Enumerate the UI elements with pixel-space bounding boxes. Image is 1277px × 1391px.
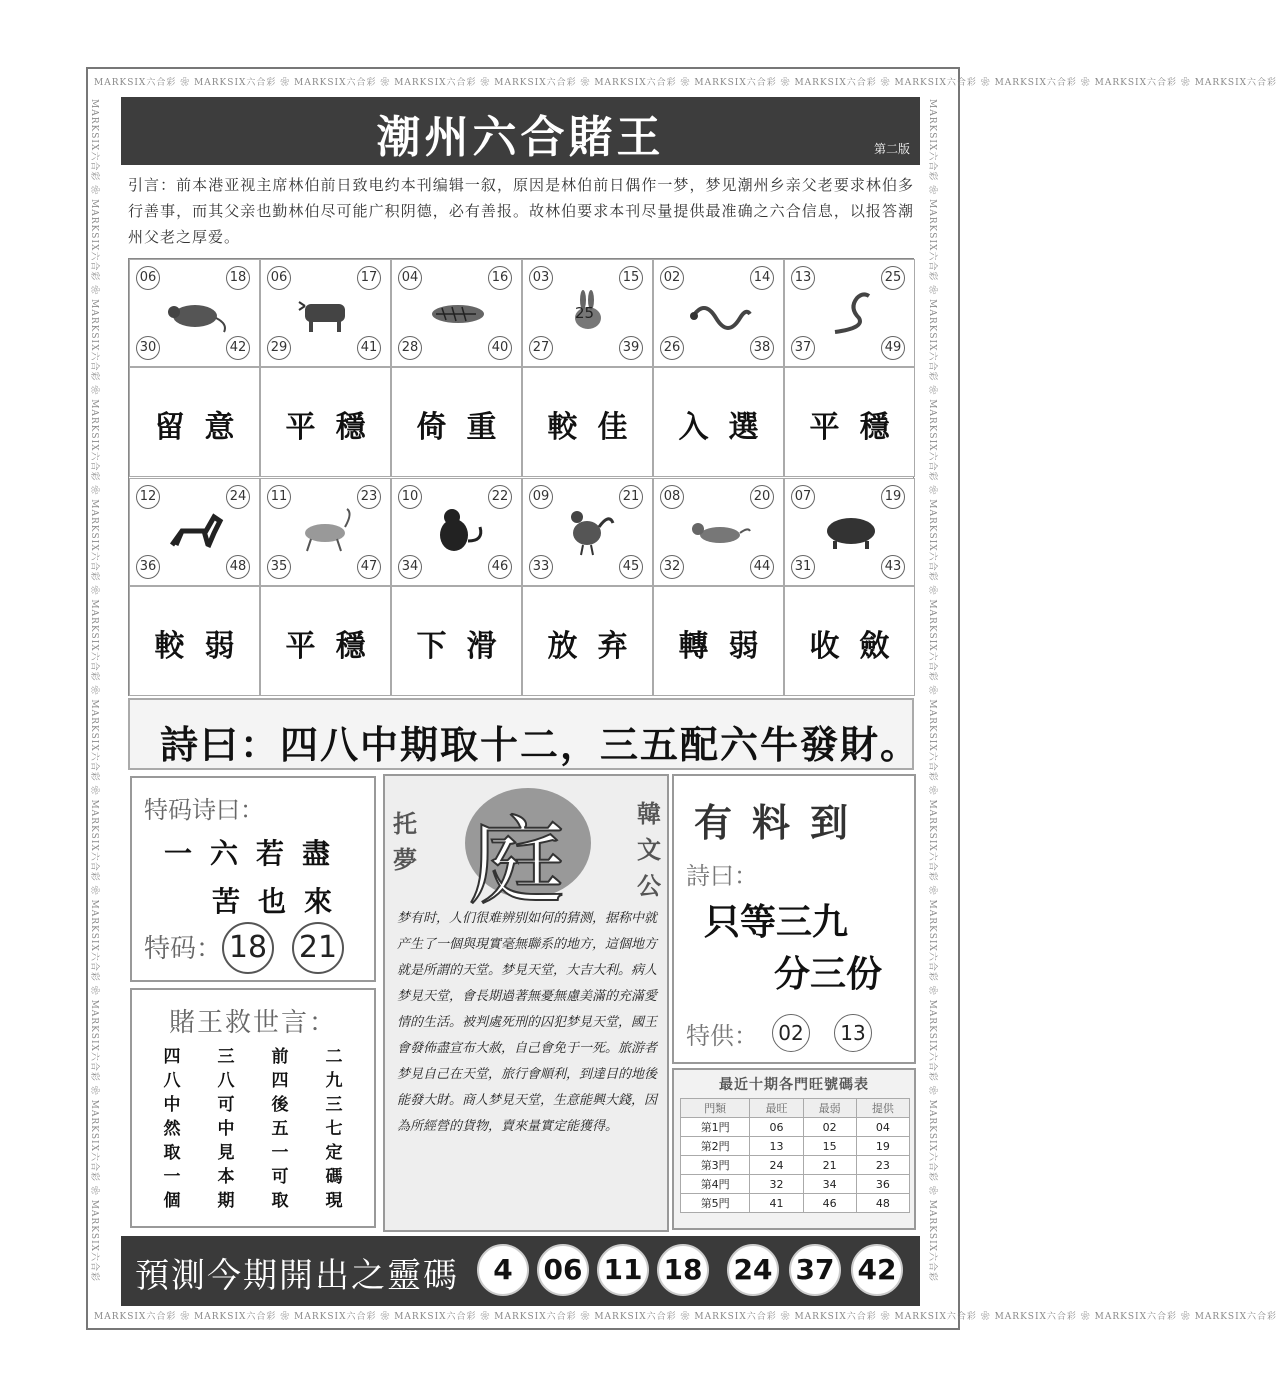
zodiac-number: 35 [267,555,291,579]
zodiac-image-cell [260,259,391,367]
table-cell: 21 [803,1156,856,1175]
table-header: 門類 [681,1099,750,1118]
zodiac-number: 09 [529,485,553,509]
zodiac-number: 39 [619,336,643,360]
youliao-ball: 02 [772,1014,810,1052]
zodiac-extra-number: 25 [575,304,595,322]
table-row [681,1175,910,1194]
table-cell: 32 [750,1175,803,1194]
zodiac-number: 44 [750,555,774,579]
zodiac-number: 49 [881,336,905,360]
zodiac-number: 23 [357,485,381,509]
youliao-ball: 13 [834,1014,872,1052]
zodiac-number: 02 [660,266,684,290]
zodiac-number: 36 [136,555,160,579]
table-row [681,1137,910,1156]
zodiac-number: 18 [226,266,250,290]
zodiac-number: 12 [136,485,160,509]
zodiac-image-cell [260,478,391,586]
title-bar [121,97,920,165]
dragon-icon [684,282,754,342]
zodiac-number: 17 [357,266,381,290]
zodiac-image-cell [653,259,784,367]
zodiac-number: 37 [791,336,815,360]
dream-story: 梦有时，人们很难辨别如何的猜测，据称中就产生了一個與現實毫無聯系的地方，這個地方就是所謂的天堂。梦見天堂，大吉大利。病人梦見天堂，會長期過著無憂無慮美滿的充滿愛情的生活。被判處死刑的囚犯梦見天堂，國王會發佈盡宣布大赦，自己會免于一死。旅游者梦見自己在天堂，旅行會順利，到達目的地後能發大財。商人梦見天堂，生意能興大錢，因為所經營的貨物，賣來量實定能獲得。 [397,911,658,1134]
youliao-line1: 只等三九 [704,902,849,943]
zodiac-word: 留意 [154,410,255,445]
zodiac-number: 28 [398,336,422,360]
watermark-left: MARKSIX六合彩 ❀ MARKSIX六合彩 ❀ MARKSIX六合彩 ❀ MARKSIX六合彩 ❀ MARKSIX六合彩 ❀ MARKSIX六合彩 ❀ MARKSIX六合彩 ❀ MARKSIX六合彩 ❀ MARKSIX六合彩 ❀ MARKSIX六合彩 ❀ MARKSIX六合彩 ❀ MARKSIX六合彩 [89,99,99,1283]
table-cell: 48 [856,1194,909,1213]
poem-bar [128,698,921,770]
zodiac-number: 34 [398,555,422,579]
zodiac-word: 轉弱 [678,629,779,664]
zodiac-grid [128,258,914,696]
zodiac-number: 06 [136,266,160,290]
zodiac-number: 33 [529,555,553,579]
save-world-column: 四八中然取一個 [163,1047,181,1211]
youliao-heading: 有料到 [694,801,869,845]
save-world-column: 前四後五一可取 [271,1047,289,1211]
zodiac-image-cell [784,259,915,367]
table-cell: 04 [856,1118,909,1137]
zodiac-number: 21 [619,485,643,509]
zodiac-word-cell [129,367,260,477]
page-title: 潮州六合賭王 [376,112,665,163]
special-poem-line1: 一六若盡 [164,837,349,870]
zodiac-number: 19 [881,485,905,509]
table-cell: 24 [750,1156,803,1175]
special-code-ball: 21 [292,922,344,974]
zodiac-word: 平穩 [809,410,910,445]
zodiac-image-cell [391,259,522,367]
zodiac-number: 13 [791,266,815,290]
prediction-label: 預測今期開出之靈碼 [135,1256,459,1296]
table-row [681,1194,910,1213]
table-header: 最弱 [803,1099,856,1118]
table-cell: 第5門 [681,1194,750,1213]
monkey-icon [422,501,492,561]
zodiac-word: 入選 [678,410,779,445]
table-header: 最旺 [750,1099,803,1118]
zodiac-number: 15 [619,266,643,290]
prediction-ball: 11 [597,1244,649,1296]
table-cell: 02 [803,1118,856,1137]
table-cell: 第4門 [681,1175,750,1194]
special-poem-label: 特码诗曰： [144,796,264,824]
zodiac-image-cell [522,478,653,586]
prediction-bar [121,1236,920,1306]
table-row [681,1156,910,1175]
zodiac-word: 較佳 [547,410,648,445]
zodiac-number: 30 [136,336,160,360]
table-cell: 第1門 [681,1118,750,1137]
dream-left-label: 托夢 [393,810,417,874]
zodiac-number: 14 [750,266,774,290]
intro-text: 引言：前本港亚视主席林伯前日致电约本刊编辑一叙，原因是林伯前日偶作一梦，梦见潮州乡亲父老要求林伯多行善事，而其父亲也勤林伯尽可能广积阴德，必有善报。故林伯要求本刊尽量提供最准确之六合信息，以报答潮州父老之厚爱。 [128,176,914,246]
youliao-line2: 分三份 [774,954,883,995]
zodiac-number: 46 [488,555,512,579]
table-cell: 06 [750,1118,803,1137]
dream-box [383,774,669,1232]
prediction-ball: 18 [657,1244,709,1296]
special-poem-line2: 苦也來 [212,885,351,918]
zodiac-number: 03 [529,266,553,290]
zodiac-word: 放弃 [547,629,648,664]
zodiac-word: 較弱 [154,629,255,664]
table-cell: 15 [803,1137,856,1156]
zodiac-number: 25 [881,266,905,290]
zodiac-number: 43 [881,555,905,579]
zodiac-word-cell [129,586,260,696]
table-title: 最近十期各門旺號碼表 [719,1077,869,1093]
zodiac-number: 38 [750,336,774,360]
ox-icon [291,282,361,342]
horse-icon [160,501,230,561]
table-header-row [681,1099,910,1118]
save-world-column: 三八可中見本期 [217,1047,235,1211]
tiger-icon [422,282,492,342]
prediction-ball: 42 [851,1244,903,1296]
zodiac-word: 下滑 [416,629,517,664]
zodiac-number: 06 [267,266,291,290]
zodiac-number: 20 [750,485,774,509]
table-cell: 46 [803,1194,856,1213]
pig-icon [815,501,885,561]
zodiac-number: 07 [791,485,815,509]
save-world-box [130,988,376,1228]
table-cell: 13 [750,1137,803,1156]
zodiac-image-cell [129,478,260,586]
zodiac-word-cell [391,367,522,477]
table-cell: 36 [856,1175,909,1194]
zodiac-number: 26 [660,336,684,360]
poem-text: 詩曰：四八中期取十二，三五配六牛發財。 [160,723,921,767]
zodiac-word: 平穩 [285,410,386,445]
zodiac-word-cell [784,367,915,477]
prediction-ball: 06 [537,1244,589,1296]
zodiac-number: 40 [488,336,512,360]
dream-logo-text: 庭 [469,806,565,918]
watermark-bottom: MARKSIX六合彩 ❀ MARKSIX六合彩 ❀ MARKSIX六合彩 ❀ MARKSIX六合彩 ❀ MARKSIX六合彩 ❀ MARKSIX六合彩 ❀ MARKSIX六合彩 ❀ MARKSIX六合彩 ❀ MARKSIX六合彩 ❀ MARKSIX六合彩 ❀ MARKSIX六合彩 ❀ MARKSIX六合彩 [94,1312,1277,1322]
zodiac-number: 31 [791,555,815,579]
zodiac-word-cell [260,586,391,696]
rooster-icon [553,501,623,561]
hot-number-table-box [672,1068,916,1230]
table-cell: 第2門 [681,1137,750,1156]
prediction-ball: 37 [789,1244,841,1296]
zodiac-word-cell [653,586,784,696]
zodiac-image-cell [129,259,260,367]
table-cell: 41 [750,1194,803,1213]
rat-icon [160,282,230,342]
zodiac-number: 22 [488,485,512,509]
zodiac-word: 平穩 [285,629,386,664]
zodiac-number: 32 [660,555,684,579]
zodiac-number: 41 [357,336,381,360]
zodiac-word-cell [784,586,915,696]
table-cell: 23 [856,1156,909,1175]
save-world-title: 賭王救世言： [168,1008,337,1038]
zodiac-word-cell [522,586,653,696]
youliao-box [672,774,916,1064]
zodiac-word-cell [522,367,653,477]
zodiac-number: 11 [267,485,291,509]
table-cell: 34 [803,1175,856,1194]
dream-right-label: 韓文公 [637,800,661,900]
watermark-top: MARKSIX六合彩 ❀ MARKSIX六合彩 ❀ MARKSIX六合彩 ❀ MARKSIX六合彩 ❀ MARKSIX六合彩 ❀ MARKSIX六合彩 ❀ MARKSIX六合彩 ❀ MARKSIX六合彩 ❀ MARKSIX六合彩 ❀ MARKSIX六合彩 ❀ MARKSIX六合彩 ❀ MARKSIX六合彩 [94,78,1277,88]
zodiac-image-cell [391,478,522,586]
zodiac-word-cell [391,586,522,696]
zodiac-image-cell [784,478,915,586]
youliao-poem-label: 詩曰： [686,862,758,890]
edition-label: 第二版 [873,142,910,156]
zodiac-number: 24 [226,485,250,509]
special-poem-box [130,776,376,982]
zodiac-number: 48 [226,555,250,579]
zodiac-image-cell [522,259,653,367]
watermark-right: MARKSIX六合彩 ❀ MARKSIX六合彩 ❀ MARKSIX六合彩 ❀ MARKSIX六合彩 ❀ MARKSIX六合彩 ❀ MARKSIX六合彩 ❀ MARKSIX六合彩 ❀ MARKSIX六合彩 ❀ MARKSIX六合彩 ❀ MARKSIX六合彩 ❀ MARKSIX六合彩 ❀ MARKSIX六合彩 [927,99,937,1283]
zodiac-word-cell [653,367,784,477]
prediction-ball: 4 [477,1244,529,1296]
zodiac-image-cell [653,478,784,586]
hot-number-table [680,1098,910,1213]
zodiac-number: 47 [357,555,381,579]
table-row [681,1118,910,1137]
save-world-column: 二九三七定碼現 [325,1047,343,1211]
zodiac-word: 收斂 [809,629,910,664]
zodiac-number: 27 [529,336,553,360]
zodiac-number: 16 [488,266,512,290]
dog-icon [684,501,754,561]
zodiac-number: 42 [226,336,250,360]
snake-icon [815,282,885,342]
zodiac-word-cell [260,367,391,477]
table-header: 提供 [856,1099,909,1118]
zodiac-number: 08 [660,485,684,509]
youliao-supply-label: 特供： [686,1022,758,1050]
special-code-ball: 18 [222,922,274,974]
zodiac-number: 10 [398,485,422,509]
zodiac-number: 29 [267,336,291,360]
zodiac-number: 45 [619,555,643,579]
special-code-label: 特码： [144,934,223,964]
table-cell: 第3門 [681,1156,750,1175]
zodiac-number: 04 [398,266,422,290]
table-cell: 19 [856,1137,909,1156]
prediction-ball: 24 [727,1244,779,1296]
goat-icon [291,501,361,561]
zodiac-word: 倚重 [416,410,517,445]
